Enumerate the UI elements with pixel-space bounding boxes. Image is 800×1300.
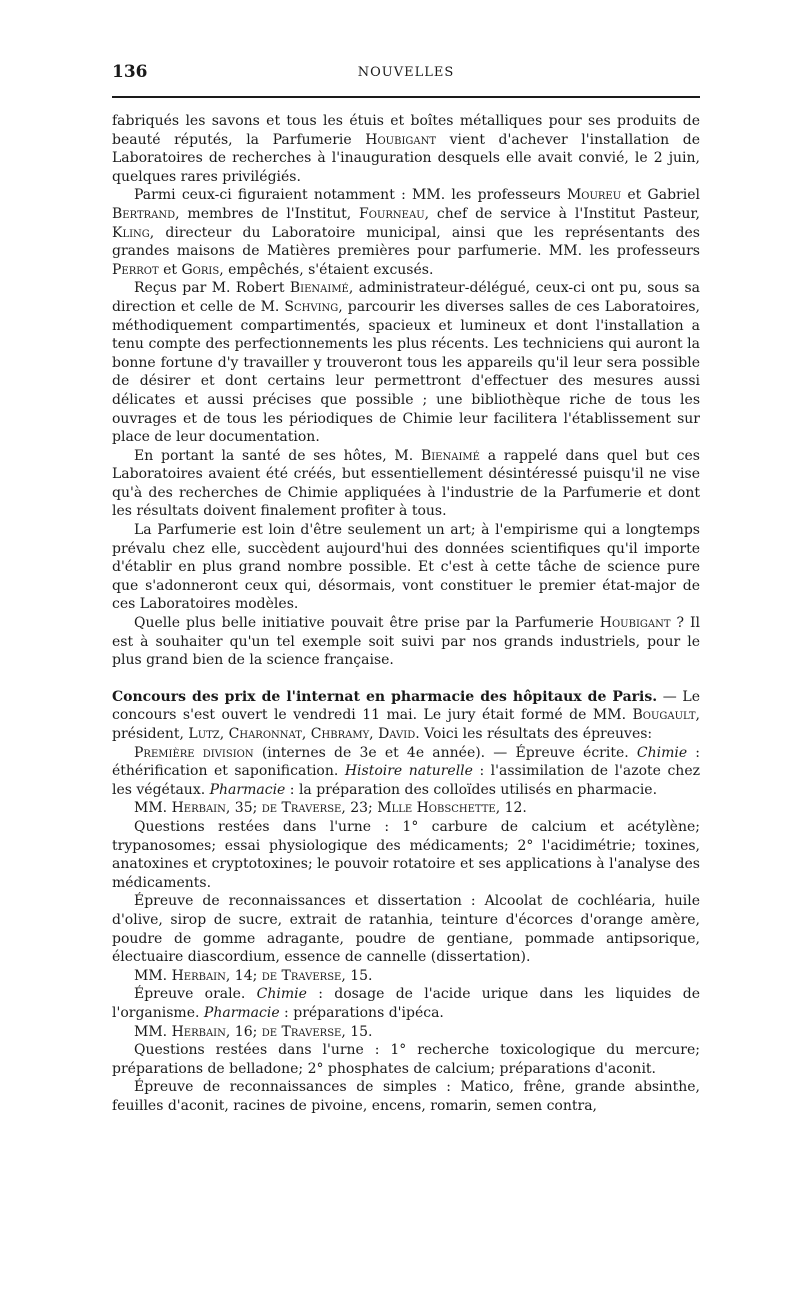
name-charonnat: Charonnat bbox=[228, 726, 302, 742]
text-run: ? Il est à souhaiter qu'un tel exemple soit suivi par nos grands industriels, pour le plus grand bien de la science française. bbox=[112, 615, 700, 669]
text-run: : l'assimilation de l'azote chez les végétaux. bbox=[112, 763, 700, 798]
text-run: , administrateur-délégué, ceux-ci ont pu, sous sa direction et celle de M. bbox=[112, 280, 700, 315]
text-run: Reçus par M. Robert bbox=[134, 280, 290, 297]
name-bougault: Bougault bbox=[632, 707, 696, 724]
name-lutz: Lutz bbox=[188, 726, 220, 742]
text-run: . Voici les résultats des épreuves: bbox=[415, 726, 653, 742]
text-run: , 12. bbox=[495, 800, 527, 817]
paragraph-invites bbox=[112, 186, 700, 279]
text-run: , empêchés, s'étaient excusés. bbox=[219, 261, 434, 278]
text-run: — Le concours s'est ouvert le vendredi 11 mai. Le jury était formé de MM. bbox=[112, 688, 700, 724]
running-head bbox=[112, 62, 700, 86]
subject-chimie: Chimie bbox=[636, 744, 688, 761]
text-run: , 14; bbox=[225, 967, 262, 984]
section-spacer bbox=[112, 670, 700, 688]
concours-heading-paragraph bbox=[112, 688, 700, 744]
name-moureu: Moureu bbox=[566, 187, 622, 204]
text-run: MM. bbox=[134, 1023, 172, 1040]
name-herbain: Herbain bbox=[171, 967, 226, 984]
name-herbain: Herbain bbox=[171, 800, 226, 817]
name-schving: Schving bbox=[284, 298, 339, 315]
name-de-traverse: de Traverse bbox=[261, 967, 342, 984]
name-de-traverse: de Traverse bbox=[261, 800, 342, 817]
text-run: : dosage de l'acide urique dans les liquides de l'organisme. bbox=[112, 986, 700, 1021]
text-run: : préparations d'ipéca. bbox=[279, 1004, 444, 1021]
paragraph-questions-ecrite bbox=[112, 818, 700, 892]
text-run: MM. bbox=[134, 967, 172, 984]
header-rule bbox=[112, 96, 700, 98]
text-run: , bbox=[301, 726, 311, 742]
text-run: : éthérification et saponification. bbox=[112, 744, 701, 780]
concours-title: Concours des prix de l'internat en pharmacie des hôpitaux de Paris. bbox=[112, 688, 658, 705]
section-title: NOUVELLES bbox=[357, 65, 455, 80]
results-orale bbox=[112, 1023, 700, 1042]
text-run: , 16; bbox=[225, 1023, 262, 1040]
name-bienaime: Bienaimé bbox=[420, 447, 480, 464]
text-run: , bbox=[219, 726, 229, 742]
article-body bbox=[112, 112, 700, 1115]
text-run: En portant la santé de ses hôtes, M. bbox=[134, 447, 421, 464]
text-run: , 15. bbox=[341, 967, 373, 984]
paragraph-laboratoires-intro bbox=[112, 112, 700, 186]
division-label: Première division bbox=[134, 744, 254, 761]
name-bertrand: Bertrand bbox=[112, 205, 176, 222]
name-david: David bbox=[378, 726, 416, 742]
text-run: La Parfumerie est loin d'être seulement un art; à l'empirisme qui a longtemps prévalu chez elle, succèdent aujourd'hui des données scientifiques qu'il importe d'établir en plus grand nombre possible. Et c'est à cette tâche de science pure que s'adonneront ceux qui, désormais, vont constituer le premier état-major de ces Laboratoires modèles. bbox=[112, 522, 700, 613]
paragraph-epreuve-orale bbox=[112, 985, 700, 1022]
text-run: Épreuve de reconnaissances et dissertation : Alcoolat de cochléaria, huile d'olive, sirop de sucre, extrait de ratanhia, teinture d'écorces d'orange amère, poudre de gomme adragante, poudre de gentiane, pommade antipsorique, électuaire diascordium, essence de cannelle (dissertation). bbox=[112, 893, 700, 966]
text-run: a rappelé dans quel but ces Laboratoires avaient été créés, but essentiellement désintéressé puisqu'il ne vise qu'à des recherches de Chimie appliquées à l'industrie de la Parfumerie et dont les résultats doivent finalement profiter à tous. bbox=[112, 447, 700, 520]
text-run: Questions restées dans l'urne : 1° recherche toxicologique du mercure; préparations de belladone; 2° phosphates de calcium; préparations d'aconit. bbox=[112, 1042, 700, 1077]
text-run: , 15. bbox=[341, 1023, 373, 1040]
paragraph-science bbox=[112, 521, 700, 614]
text-run: vient d'achever l'installation de Laboratoires de recherches à l'inauguration desquels elle avait convié, le 2 juin, quelques rares privilégiés. bbox=[112, 131, 700, 185]
text-run: , directeur du Laboratoire municipal, ainsi que les représentants des grandes maisons de Matières premières pour parfumerie. MM. les professeurs bbox=[112, 224, 700, 260]
text-run: MM. bbox=[134, 800, 172, 817]
paragraph-premiere-division bbox=[112, 744, 700, 800]
text-run: Épreuve orale. bbox=[134, 986, 257, 1003]
text-run: , 23; bbox=[341, 800, 378, 817]
text-run: (internes de 3e et 4e année). — Épreuve écrite. bbox=[253, 744, 637, 761]
subject-histoire-naturelle: Histoire naturelle bbox=[344, 763, 473, 780]
text-run: fabriqués les savons et tous les étuis et boîtes métalliques pour ses produits de beauté réputés, la Parfumerie bbox=[112, 113, 700, 148]
name-chbramy: Chbramy bbox=[310, 726, 370, 742]
name-kling: Kling bbox=[112, 224, 150, 241]
results-ecrite bbox=[112, 799, 700, 818]
text-run: , président, bbox=[112, 707, 700, 742]
text-run: , 35; bbox=[225, 800, 262, 817]
name-herbain: Herbain bbox=[171, 1023, 226, 1040]
name-hobschette: Mlle Hobschette bbox=[377, 800, 496, 817]
name-fourneau: Fourneau bbox=[359, 205, 425, 222]
text-run: et Gabriel bbox=[621, 187, 700, 204]
subject-pharmacie: Pharmacie bbox=[203, 1004, 280, 1021]
subject-pharmacie: Pharmacie bbox=[209, 781, 286, 798]
text-run: Quelle plus belle initiative pouvait être prise par la Parfumerie bbox=[134, 615, 600, 632]
text-run: Parmi ceux-ci figuraient notamment : MM. les professeurs bbox=[134, 187, 567, 204]
text-run: et bbox=[158, 261, 182, 278]
name-perrot: Perrot bbox=[112, 261, 159, 278]
text-run: , chef de service à l'Institut Pasteur, bbox=[424, 205, 700, 222]
text-run: , parcourir les diverses salles de ces Laboratoires, méthodiquement compartimentés, spacieux et lumineux et dont l'installation a tenu compte des perfectionnements les plus récents. Les techniciens qui auront la bonne fortune d'y travailler y trouveront tous les appareils qu'il leur sera possible de désirer et dont certains leur permettront d'effectuer des mesures aussi délicates et aussi précises que possible ; une bibliothèque riche de tous les ouvrages et de tous les périodiques de Chimie leur facilitera l'établissement sur place de leur documentation. bbox=[112, 298, 700, 446]
subject-chimie: Chimie bbox=[256, 986, 307, 1003]
paragraph-reconnaissances-dissertation bbox=[112, 892, 700, 966]
results-reconnaissances bbox=[112, 967, 700, 986]
name-de-traverse: de Traverse bbox=[261, 1023, 342, 1040]
name-goris: Goris bbox=[181, 261, 220, 278]
text-run: : la préparation des colloïdes utilisés en pharmacie. bbox=[285, 781, 658, 798]
text-run: Épreuve de reconnaissances de simples : Matico, frêne, grande absinthe, feuilles d'aconit, racines de pivoine, encens, romarin, semen contra, bbox=[112, 1079, 700, 1114]
paragraph-toast bbox=[112, 447, 700, 521]
name-houbigant: Houbigant bbox=[365, 131, 437, 148]
paragraph-visite bbox=[112, 279, 700, 446]
paragraph-reconnaissances-simples bbox=[112, 1078, 700, 1115]
page-number: 136 bbox=[112, 62, 148, 82]
text-run: , membres de l'Institut, bbox=[175, 205, 360, 222]
paragraph-initiative bbox=[112, 614, 700, 670]
text-run: , bbox=[369, 726, 379, 742]
name-bienaime: Bienaimé bbox=[289, 280, 349, 297]
text-run: Questions restées dans l'urne : 1° carbure de calcium et acétylène; trypanosomes; essai physiologique des médicaments; 2° l'acidimétrie; toxines, anatoxines et cryptotoxines; le pouvoir rotatoire et ses applications à l'analyse des médicaments. bbox=[112, 818, 700, 891]
name-houbigant: Houbigant bbox=[599, 615, 671, 632]
paragraph-questions-orale bbox=[112, 1041, 700, 1078]
